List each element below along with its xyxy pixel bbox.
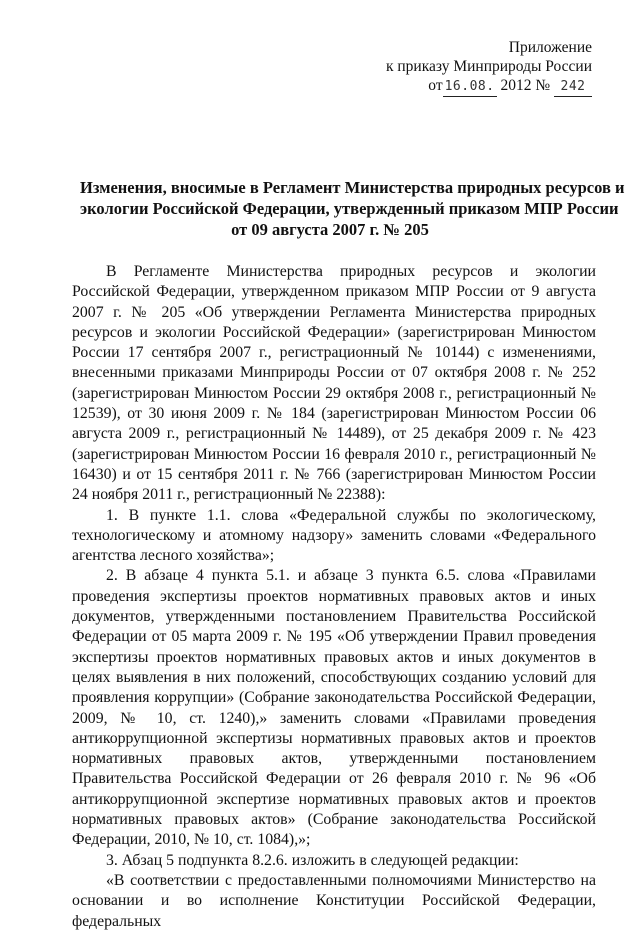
title-line-2: экологии Российской Федерации, утвержденный приказом МПР России [80,199,619,218]
appendix-label: Приложение [508,39,592,56]
appendix-header [332,38,592,97]
handwritten-order-number: 242 [554,77,592,97]
document-body [72,262,596,932]
from-prefix: от [428,77,443,94]
item-1-paragraph: 1. В пункте 1.1. слова «Федеральной службы по экологическому, технологическому и атомному надзору» заменить словами «Федерального агентства лесного хозяйства»; [72,506,596,565]
handwritten-date: 16.08. [443,77,497,97]
year-number-label: 2012 № [500,77,551,94]
document-title [80,177,625,240]
item-3-quote-paragraph: «В соответствии с предоставленными полномочиями Министерство на основании и во исполнение Конституции Российской Федерации, федеральных [72,871,596,930]
intro-paragraph: В Регламенте Министерства природных ресурсов и экологии Российской Федерации, утвержденном приказом МПР России от 9 августа 2007 г. № 205 «Об утверждении Регламента Министерства природных ресурсов и экологии Российской Федерации» (зарегистрирован Минюстом России 17 сентября 2007 г., регистрационный № 10144) с изменениями, внесенными приказами Минприроды России от 07 октября 2008 г. № 252 (зарегистрирован Минюстом России 29 октября 2008 г., регистрационный № 12539), от 30 июня 2009 г. № 184 (зарегистрирован Минюстом России 06 августа 2009 г., регистрационный № 14489), от 25 декабря 2009 г. № 423 (зарегистрирован Минюстом России 16 февраля 2010 г., регистрационный № 16430) и от 15 сентября 2011 г. № 766 (зарегистрирован Минюстом России 24 ноября 2011 г., регистрационный № 22388): [72,263,596,504]
item-3-paragraph: 3. Абзац 5 подпункта 8.2.6. изложить в следующей редакции: [106,851,519,869]
item-2-paragraph: 2. В абзаце 4 пункта 5.1. и абзаце 3 пункта 6.5. слова «Правилами проведения экспертизы проектов нормативных правовых актов и иных документов, утвержденными постановлением Правительства Российской Федерации от 05 марта 2009 г. № 195 «Об утверждении Правил проведения экспертизы проектов нормативных правовых актов и иных документов в целях выявления в них положений, способствующих созданию условий для проявления коррупции» (Собрание законодательства Российской Федерации, 2009, № 10, ст. 1240),» заменить словами «Правилами проведения антикоррупционной экспертизы нормативных правовых актов и проектов нормативных правовых актов, утвержденными постановлением Правительства Российской Федерации от 26 февраля 2010 г. № 96 «Об антикоррупционной экспертизе нормативных правовых актов и проектов нормативных правовых актов» (Собрание законодательства Российской Федерации, 2010, № 10, ст. 1084),»; [72,567,596,849]
order-date-line [332,76,592,97]
title-line-1: Изменения, вносимые в Регламент Министерства природных ресурсов и [80,178,625,197]
order-reference: к приказу Минприроды России [385,58,592,75]
title-line-3: от 09 августа 2007 г. № 205 [231,220,429,239]
